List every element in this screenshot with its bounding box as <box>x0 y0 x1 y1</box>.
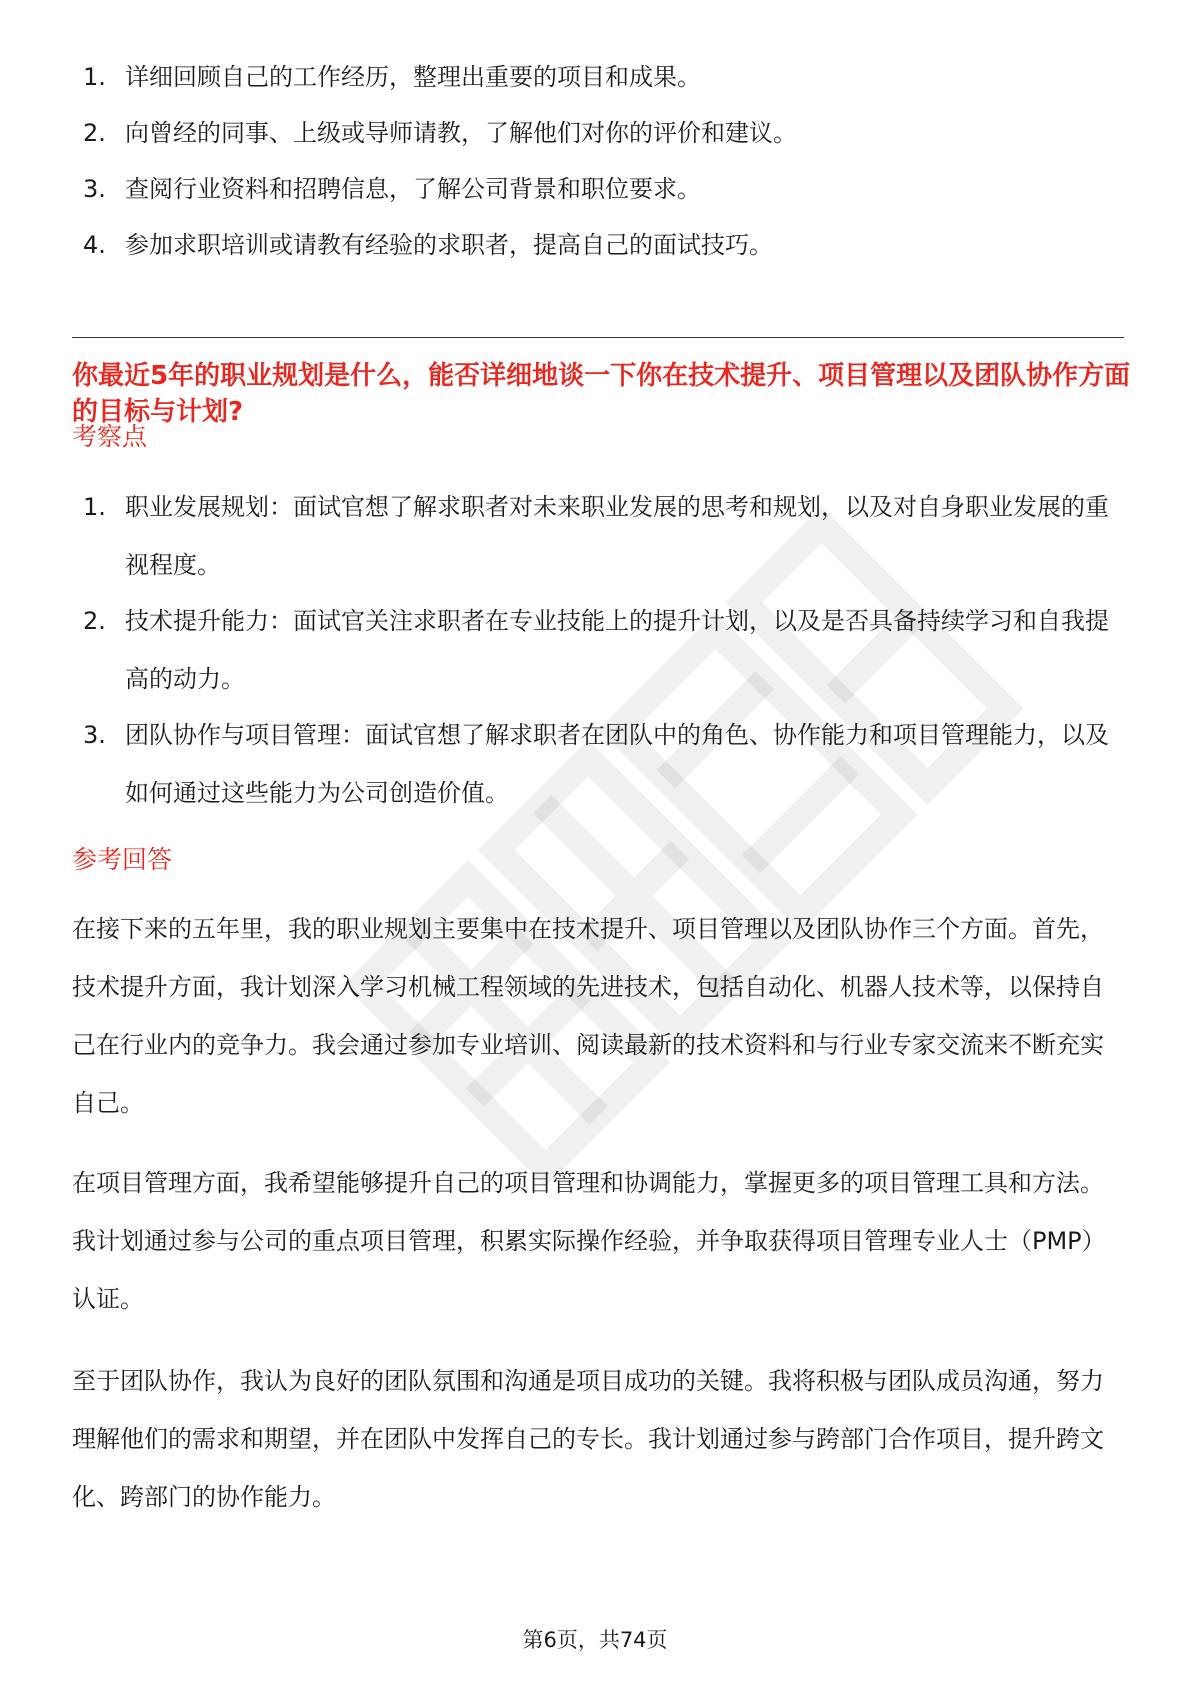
answer-paragraph: 在接下来的五年里，我的职业规划主要集中在技术提升、项目管理以及团队协作三个方面。首先，技术提升方面，我计划深入学习机械工程领域的先进技术，包括自动化、机器人技术等，以保持自己在行业内的竞争力。我会通过参加专业培训、阅读最新的技术资料和与行业专家交流来不断充实自己。 <box>72 915 1104 1117</box>
answer-paragraph: 至于团队协作，我认为良好的团队氛围和沟通是项目成功的关键。我将积极与团队成员沟通，努力理解他们的需求和期望，并在团队中发挥自己的专长。我计划通过参与跨部门合作项目，提升跨文化、跨部门的协作能力。 <box>72 1367 1104 1511</box>
question-title: 你最近5年的职业规划是什么，能否详细地谈一下你在技术提升、项目管理以及团队协作方面的目标与计划? <box>72 361 1131 427</box>
list-number: 3. <box>83 721 106 749</box>
list-text: 向曾经的同事、上级或导师请教，了解他们对你的评价和建议。 <box>125 119 797 147</box>
list-text: 团队协作与项目管理：面试官想了解求职者在团队中的角色、协作能力和项目管理能力，以及如何通过这些能力为公司创造价值。 <box>125 721 1109 807</box>
list-number: 1. <box>83 63 106 91</box>
list-number: 4. <box>83 231 106 259</box>
list-item <box>83 706 1113 822</box>
list-number: 3. <box>83 175 106 203</box>
list-number: 2. <box>83 607 106 635</box>
list-text: 职业发展规划：面试官想了解求职者对未来职业发展的思考和规划，以及对自身职业发展的重视程度。 <box>125 493 1109 579</box>
list-item <box>83 216 1113 274</box>
list-text: 参加求职培训或请教有经验的求职者，提高自己的面试技巧。 <box>125 231 773 259</box>
focus-heading: 考察点 <box>72 422 148 451</box>
list-item <box>83 160 1113 218</box>
list-number: 2. <box>83 119 106 147</box>
list-number: 1. <box>83 493 106 521</box>
list-item <box>83 478 1113 594</box>
list-item <box>83 104 1113 162</box>
answer-paragraph: 在项目管理方面，我希望能够提升自己的项目管理和协调能力，掌握更多的项目管理工具和方法。我计划通过参与公司的重点项目管理，积累实际操作经验，并争取获得项目管理专业人士（PMP）认证。 <box>72 1169 1106 1313</box>
list-text: 技术提升能力：面试官关注求职者在专业技能上的提升计划，以及是否具备持续学习和自我提高的动力。 <box>125 607 1109 693</box>
page-footer: 第6页，共74页 <box>522 1628 668 1652</box>
list-item <box>83 48 1113 106</box>
list-item <box>83 592 1113 708</box>
list-text: 详细回顾自己的工作经历，整理出重要的项目和成果。 <box>125 63 701 91</box>
answer-heading: 参考回答 <box>72 845 173 874</box>
section-divider <box>72 337 1124 338</box>
list-text: 查阅行业资料和招聘信息，了解公司背景和职位要求。 <box>125 175 701 203</box>
